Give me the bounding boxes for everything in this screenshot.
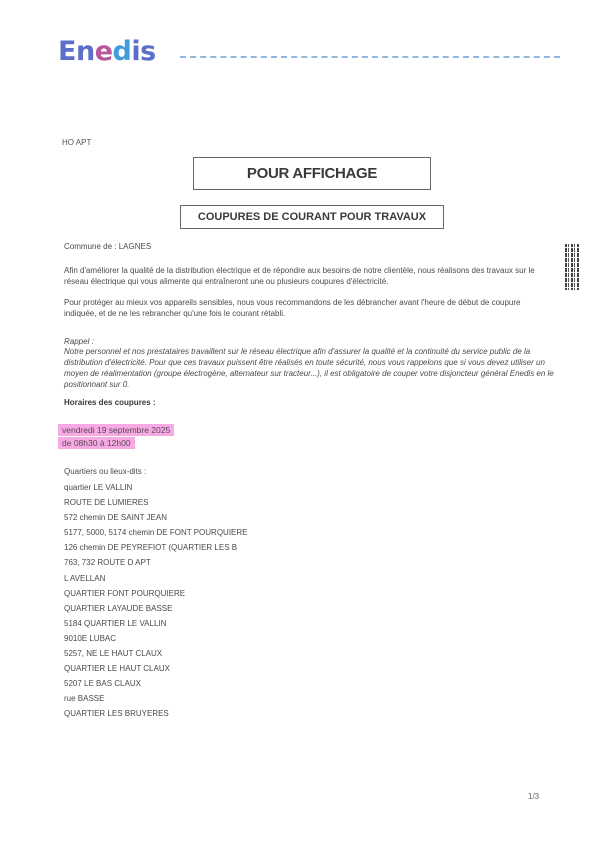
- qr-code-icon: [565, 244, 579, 290]
- list-item: QUARTIER FONT POURQUIERE: [64, 588, 186, 598]
- list-item: 9010E LUBAC: [64, 633, 117, 643]
- logo-letter: E: [58, 36, 76, 67]
- list-item: 5177, 5000, 5174 chemin DE FONT POURQUIERE: [64, 528, 248, 538]
- list-item: rue BASSE: [64, 694, 105, 704]
- logo-letter: n: [75, 36, 95, 67]
- list-item: 5207 LE BAS CLAUX: [64, 679, 141, 689]
- page-number: 1/3: [528, 792, 540, 801]
- list-item: 126 chemin DE PEYREFIOT (QUARTIER LES B: [64, 543, 238, 553]
- places-header: Quartiers ou lieux-dits :: [64, 467, 147, 476]
- enedis-logo: [58, 36, 156, 67]
- list-item: QUARTIER LES BRUYERES: [64, 709, 169, 719]
- intro-paragraph: Afin d'améliorer la qualité de la distribution électrique et de répondre aux besoins de notre clientèle, nous réalisons des travaux sur le réseau électrique qui vous alimente qui entraîneront une ou plusieurs coupures d'électricité.: [64, 266, 535, 286]
- document-reference: HO APT: [62, 138, 92, 147]
- header-rule: [180, 56, 560, 58]
- list-item: 572 chemin DE SAINT JEAN: [64, 513, 168, 523]
- outage-time: de 08h30 à 12h00: [58, 437, 135, 449]
- logo-letter: e: [94, 36, 113, 67]
- rappel-text: Notre personnel et nos prestataires travaillent sur le réseau électrique afin d'assurer la qualité et la continuité du service public de la distribution d'électricité. Pour que ces travaux puissent être réalisés en toute sécurité, nous vous rappelons que si vous devez utiliser un moyen de réalimentation (groupe électrogène, alternateur sur tracteur...), il est obligatoire de couper votre disjoncteur général Enedis en le positionnant sur 0.: [64, 347, 554, 389]
- rappel-title: Rappel :: [64, 337, 94, 346]
- list-item: QUARTIER LE HAUT CLAUX: [64, 664, 170, 674]
- list-item: quartier LE VALLIN: [64, 483, 133, 492]
- advice-paragraph: Pour protéger au mieux vos appareils sensibles, nous vous recommandons de les débrancher avant l'heure de début de coupure indiquée, et de ne les rebrancher qu'une fois le courant rétabli.: [64, 298, 521, 318]
- main-title: POUR AFFICHAGE: [193, 157, 431, 190]
- list-item: ROUTE DE LUMIERES: [64, 498, 149, 508]
- list-item: 5257, NE LE HAUT CLAUX: [64, 649, 163, 659]
- logo-letter: is: [131, 36, 156, 67]
- places-list: [64, 467, 248, 725]
- list-item: 5184 QUARTIER LE VALLIN: [64, 618, 167, 628]
- outage-date: vendredi 19 septembre 2025: [58, 424, 174, 436]
- list-item: 763, 732 ROUTE D APT: [64, 558, 151, 568]
- logo-letter: d: [112, 36, 132, 67]
- commune-line: Commune de : LAGNES: [64, 242, 152, 251]
- sub-title: COUPURES DE COURANT POUR TRAVAUX: [180, 205, 444, 229]
- list-item: QUARTIER LAYAUDE BASSE: [64, 603, 173, 613]
- list-item: L AVELLAN: [64, 573, 106, 583]
- horaires-label: Horaires des coupures :: [64, 398, 156, 407]
